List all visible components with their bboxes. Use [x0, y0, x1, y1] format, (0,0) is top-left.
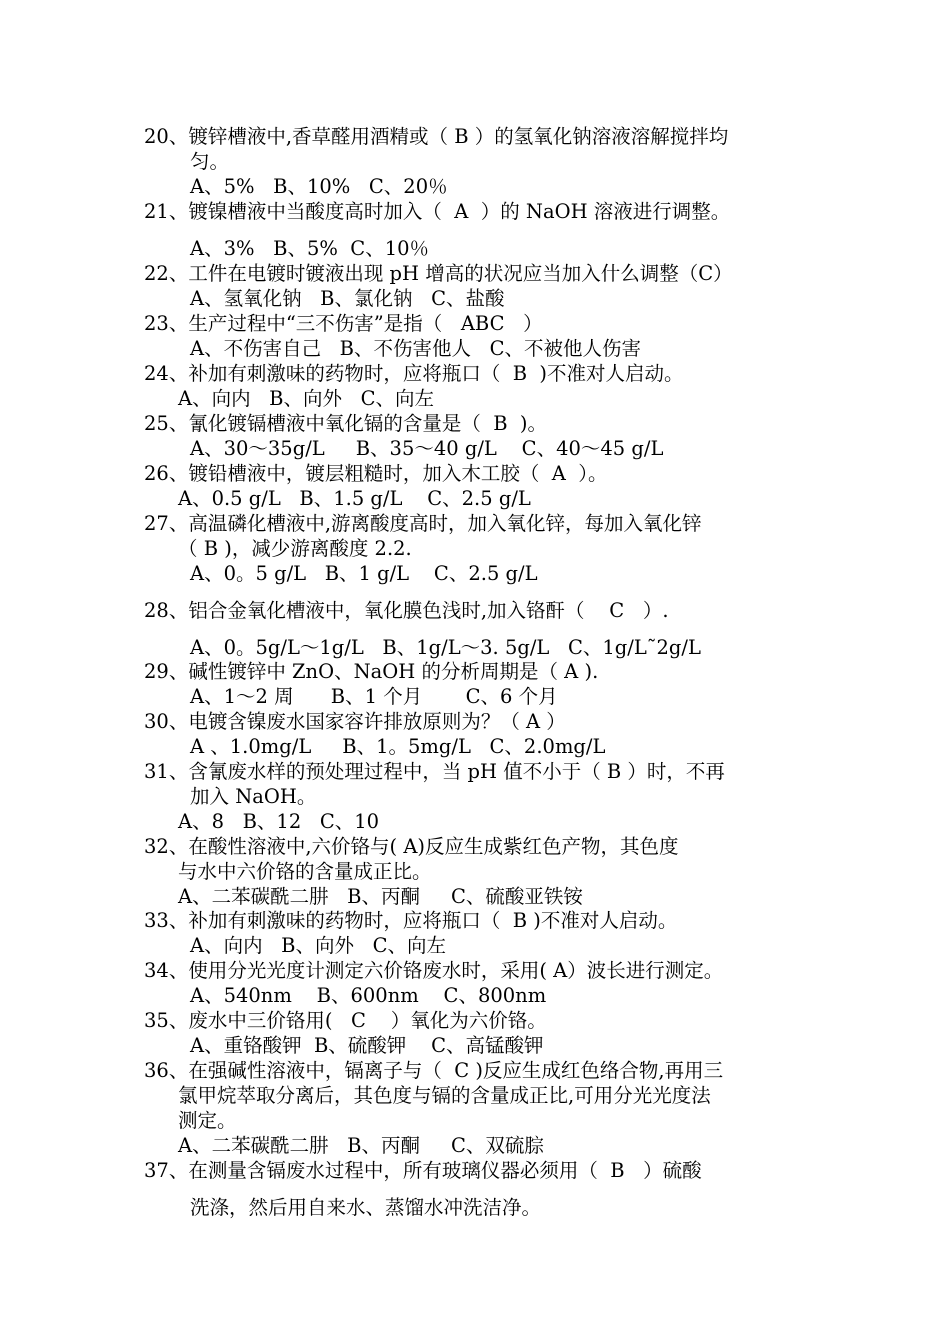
options-36: A、二苯碳酰二肼 B、丙酮 C、双硫腙 — [178, 1134, 544, 1157]
question-21: 21、镀镍槽液中当酸度高时加入（ A ）的 NaOH 溶液进行调整。 — [144, 200, 731, 223]
options-25: A、30～35g/L B、35～40 g/L C、40～45 g/L — [190, 437, 664, 460]
options-21: A、3% B、5% C、10％ — [190, 237, 430, 260]
options-35: A、重铬酸钾 B、硫酸钾 C、高锰酸钾 — [190, 1034, 544, 1057]
question-31-cont: 加入 NaOH。 — [190, 785, 317, 808]
options-30: A 、1.0mg/L B、1。5mg/L C、2.0mg/L — [190, 735, 606, 758]
question-27: 27、高温磷化槽液中,游离酸度高时，加入氧化锌，每加入氧化锌 — [144, 512, 702, 535]
question-22: 22、工件在电镀时镀液出现 pH 增高的状况应当加入什么调整（C） — [144, 262, 733, 285]
question-32-cont: 与水中六价铬的含量成正比。 — [178, 860, 432, 883]
question-34: 34、使用分光光度计测定六价铬废水时，采用( A）波长进行测定。 — [144, 959, 724, 982]
options-29: A、1～2 周 B、1 个月 C、6 个月 — [190, 685, 558, 708]
question-25: 25、氰化镀镉槽液中氧化镉的含量是（ B )。 — [144, 412, 548, 435]
question-20: 20、镀锌槽液中,香草醛用酒精或（ B ）的氢氧化钠溶液溶解搅拌均 — [144, 125, 729, 148]
options-31: A、8 B、12 C、10 — [178, 810, 380, 833]
question-31: 31、含氰废水样的预处理过程中，当 pH 值不小于（ B ）时，不再 — [144, 760, 725, 783]
question-30: 30、电镀含镍废水国家容许排放原则为？（ A ） — [144, 710, 566, 733]
question-36-cont2: 测定。 — [178, 1109, 237, 1132]
question-27-cont: （ B )，减少游离酸度 2.2. — [178, 537, 412, 560]
question-28: 28、铝合金氧化槽液中，氧化膜色浅时,加入铬酐（ C ）. — [144, 599, 669, 622]
question-33: 33、补加有刺激味的药物时，应将瓶口（ B )不准对人启动。 — [144, 909, 678, 932]
question-37-cont: 洗涤，然后用自来水、蒸馏水冲洗洁净。 — [190, 1196, 542, 1219]
options-24: A、向内 B、向外 C、向左 — [178, 387, 435, 410]
question-35: 35、废水中三价铬用( C ）氧化为六价铬。 — [144, 1009, 547, 1032]
options-22: A、氢氧化钠 B、氯化钠 C、盐酸 — [190, 287, 505, 310]
question-24: 24、补加有刺激味的药物时，应将瓶口（ B )不准对人启动。 — [144, 362, 684, 385]
question-20-cont: 匀。 — [190, 150, 230, 173]
options-27: A、0。5 g/L B、1 g/L C、2.5 g/L — [190, 562, 538, 585]
question-36-cont: 氯甲烷萃取分离后，其色度与镉的含量成正比,可用分光光度法 — [178, 1084, 711, 1107]
options-34: A、540nm B、600nm C、800nm — [190, 984, 547, 1007]
question-32: 32、在酸性溶液中,六价铬与( A)反应生成紫红色产物，其色度 — [144, 835, 679, 858]
options-33: A、向内 B、向外 C、向左 — [190, 934, 447, 957]
question-23: 23、生产过程中“三不伤害”是指（ ABC ） — [144, 312, 543, 335]
options-28: A、0。5g/L～1g/L B、1g/L～3. 5g/L C、1g/L˜2g/L — [190, 636, 701, 659]
options-32: A、二苯碳酰二肼 B、丙酮 C、硫酸亚铁铵 — [178, 885, 583, 908]
options-26: A、0.5 g/L B、1.5 g/L C、2.5 g/L — [178, 487, 531, 510]
options-23: A、不伤害自己 B、不伤害他人 C、不被他人伤害 — [190, 337, 642, 360]
question-26: 26、镀铅槽液中，镀层粗糙时，加入木工胶（ A ）。 — [144, 462, 608, 485]
question-36: 36、在强碱性溶液中，镉离子与（ C )反应生成红色络合物,再用三 — [144, 1059, 724, 1082]
options-20: A、5% B、10% C、20％ — [190, 175, 448, 198]
question-29: 29、碱性镀锌中 ZnO、NaOH 的分析周期是（ A ). — [144, 660, 599, 683]
question-37: 37、在测量含镉废水过程中，所有玻璃仪器必须用（ B ）硫酸 — [144, 1159, 702, 1182]
